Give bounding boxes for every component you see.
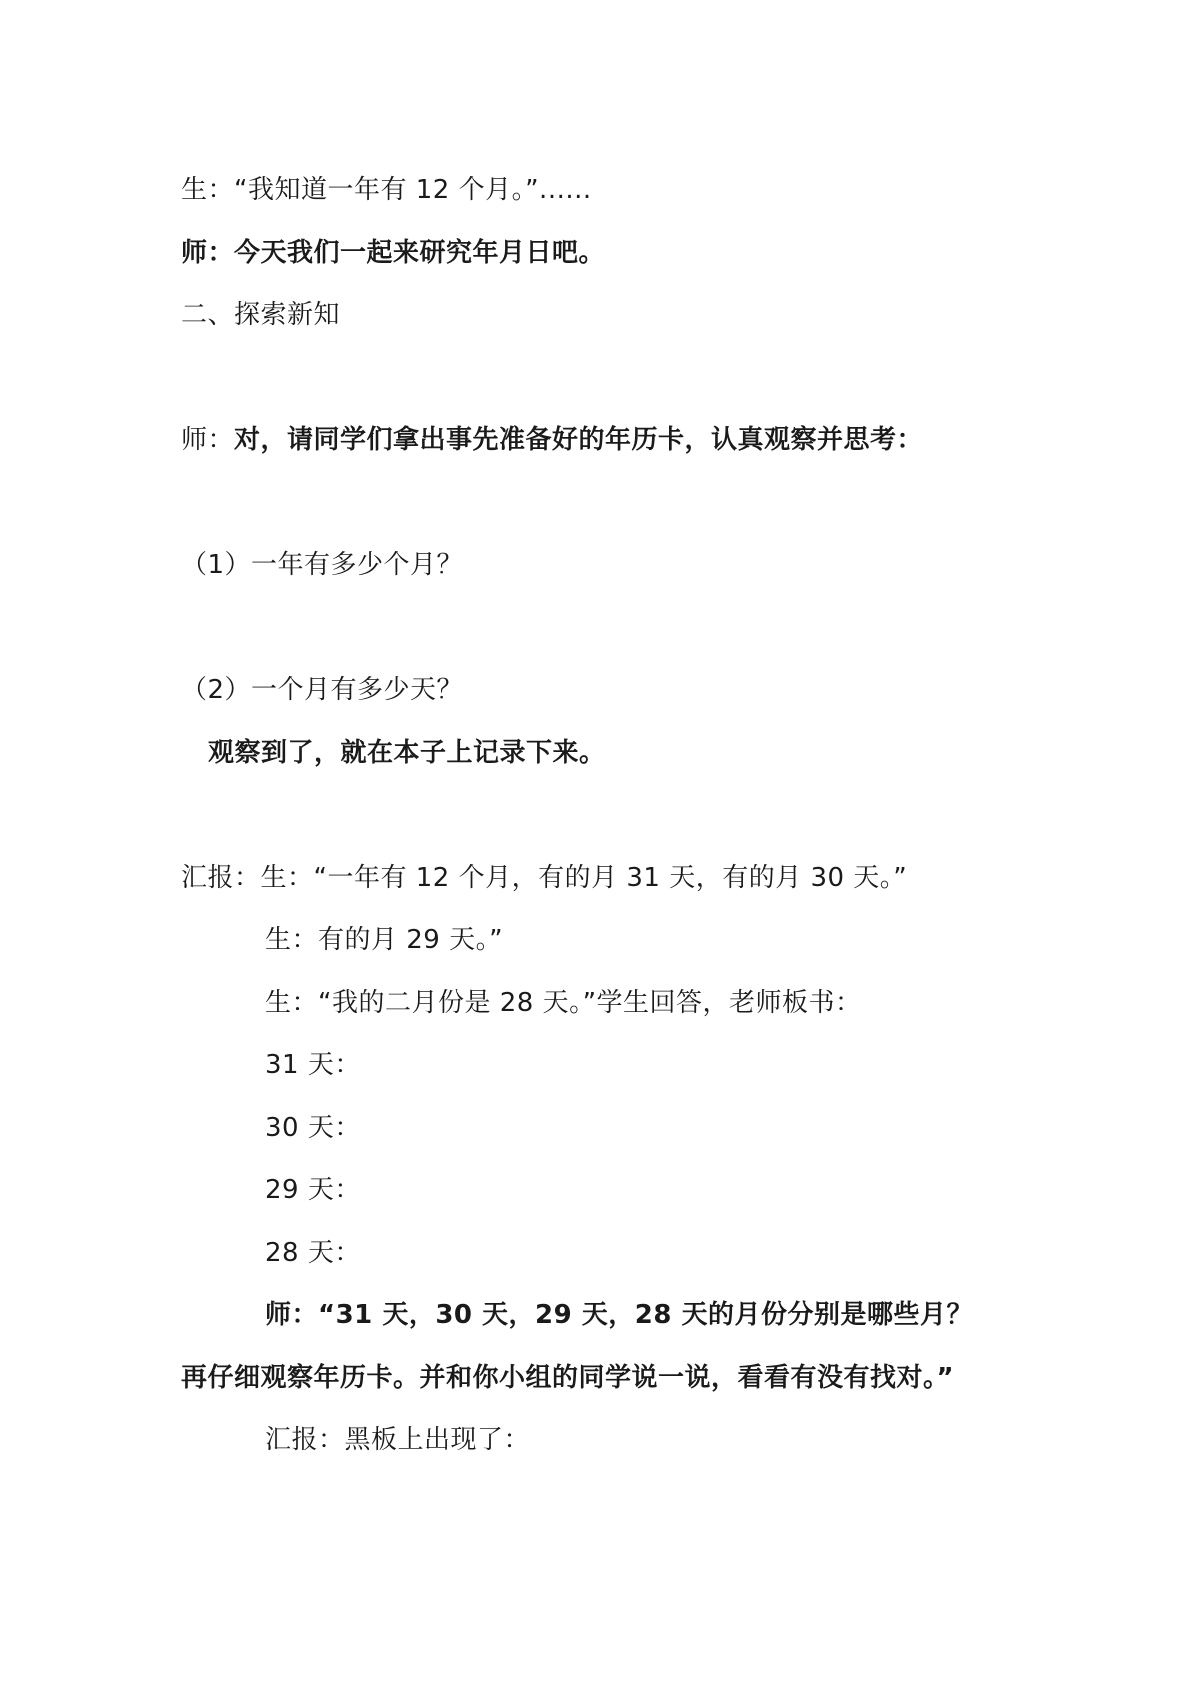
line-teacher-topic — [181, 236, 605, 270]
text-segment: 汇报：黑板上出现了： — [265, 1425, 531, 1455]
text-segment: 再仔细观察年历卡。并和你小组的同学说一说，看看有没有找对。” — [181, 1363, 955, 1393]
board-29-days — [265, 1173, 361, 1207]
board-28-days — [265, 1236, 361, 1270]
text-segment: （2）一个月有多少天？ — [181, 675, 464, 705]
line-record-instruction — [208, 736, 606, 770]
text-segment: 29 天： — [265, 1175, 361, 1205]
text-segment: 师：“31 天，30 天，29 天，28 天的月份分别是哪些月？ — [265, 1300, 974, 1330]
text-segment: 汇报：生：“一年有 12 个月，有的月 31 天，有的月 30 天。” — [181, 863, 908, 893]
question-1 — [181, 548, 463, 582]
text-segment: 观察到了，就在本子上记录下来。 — [208, 738, 606, 768]
text-segment: 师： — [181, 425, 235, 455]
line-teacher-question — [265, 1298, 973, 1332]
line-student-twelve-months — [181, 173, 592, 207]
text-segment: 28 天： — [265, 1238, 361, 1268]
board-30-days — [265, 1111, 361, 1145]
section-heading-explore — [181, 298, 340, 332]
text-segment: 30 天： — [265, 1113, 361, 1143]
line-student-28 — [265, 986, 862, 1020]
text-segment: 31 天： — [265, 1050, 361, 1080]
question-2 — [181, 673, 463, 707]
text-segment: 生：“我的二月份是 28 天。”学生回答，老师板书： — [265, 988, 862, 1018]
text-segment: 生：“我知道一年有 12 个月。”...... — [181, 175, 592, 205]
text-segment: 二、探索新知 — [181, 300, 341, 330]
line-teacher-instruction — [181, 423, 923, 457]
text-segment: 师：今天我们一起来研究年月日吧。 — [181, 238, 606, 268]
text-segment-bold: 对，请同学们拿出事先准备好的年历卡，认真观察并思考： — [234, 425, 924, 455]
line-report-student — [181, 861, 907, 895]
line-teacher-question-cont — [181, 1361, 954, 1395]
text-segment: 生：有的月 29 天。” — [265, 925, 504, 955]
line-report-blackboard — [265, 1423, 530, 1457]
text-segment: （1）一年有多少个月？ — [181, 550, 464, 580]
line-student-29 — [265, 923, 503, 957]
board-31-days — [265, 1048, 361, 1082]
